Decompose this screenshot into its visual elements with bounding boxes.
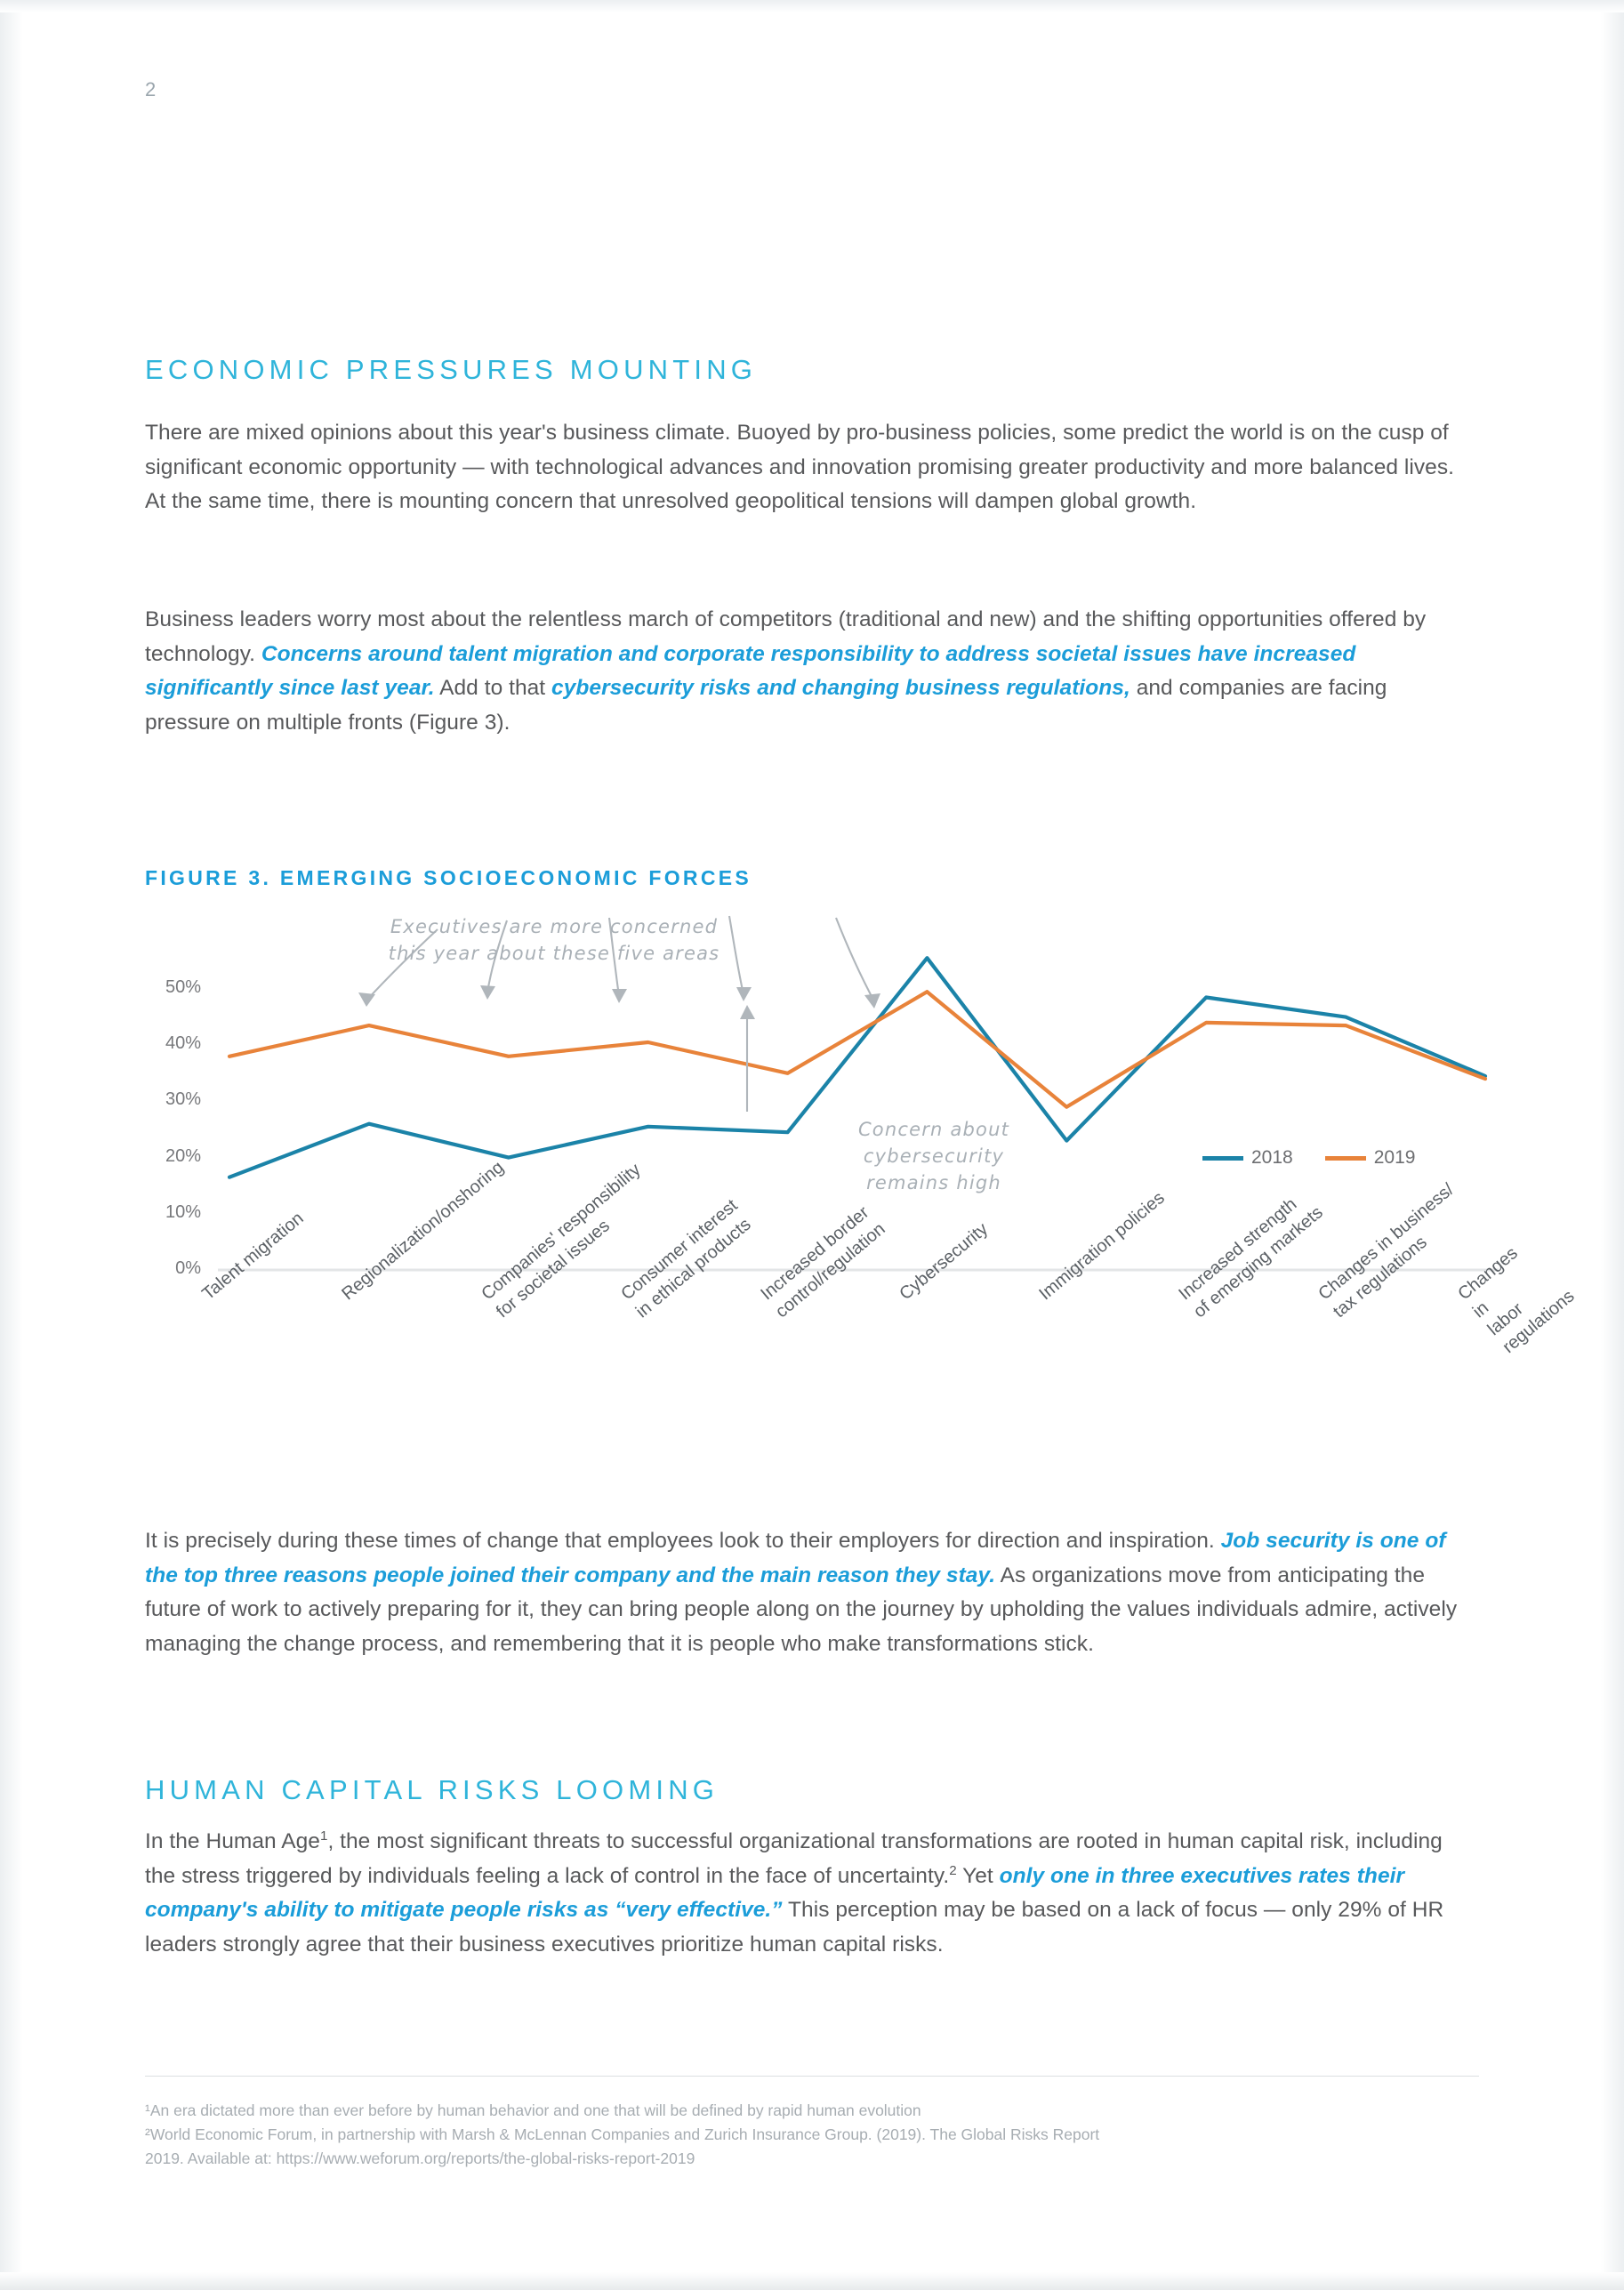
para4-text-c: Yet	[956, 1863, 1000, 1888]
para3-highlight-job-security: Job security is one of the top three reasons people joined their company and the main reason they stay.	[145, 1529, 1446, 1587]
annotation-cybersecurity-remains-high: Concern about cybersecurity remains high	[857, 1119, 1010, 1193]
arrowhead-1	[358, 992, 375, 1007]
legend-item-2018[interactable]	[1202, 1147, 1293, 1169]
page-edge-bottom	[0, 2272, 1624, 2290]
para2-highlight-talent-migration: Concerns around talent migration and corporate responsibility to address societal issues have increased significantly since last year.	[145, 641, 1356, 700]
page-edge-top	[0, 0, 1624, 12]
annotation-arrow-5	[836, 918, 874, 1001]
para3-text-a: It is precisely during these times of change that employees look to their employers for direction and inspiration.	[145, 1529, 1221, 1553]
legend-swatch-2019	[1325, 1156, 1366, 1161]
footnote-marker-2: 2	[949, 1862, 957, 1878]
page-edge-left	[0, 0, 23, 2290]
para4-text-b: , the most significant threats to successful organizational transformations are rooted in human capital risk, including the stress triggered by individuals feeling a lack of control in the face of uncertainty.	[145, 1829, 1443, 1888]
y-tick-40: 40%	[165, 1033, 201, 1054]
x-category-9: Changes in labor regulations	[1454, 1243, 1579, 1358]
x-category-7: Increased strength of emerging markets	[1175, 1194, 1328, 1322]
footnotes-block	[145, 2099, 1497, 2171]
figure-title: FIGURE 3. EMERGING SOCIOECONOMIC FORCES	[145, 866, 752, 889]
paragraph-economic-intro: There are mixed opinions about this year's business climate. Buoyed by pro-business policies, some predict the world is on the cusp of significant economic opportunity — with technological advances and innovation promising greater productivity and more balanced lives. At the same time, there is mounting concern that unresolved geopolitical tensions will dampen global growth.	[145, 421, 1455, 513]
x-category-6: Immigration policies	[1035, 1187, 1170, 1305]
x-category-5: Cybersecurity	[896, 1218, 993, 1305]
paragraph-human-capital	[145, 1825, 1476, 1962]
page-number: 2	[145, 78, 157, 100]
x-category-0: Talent migration	[198, 1208, 308, 1305]
para2-text-a: Business leaders worry most about the relentless march of competitors (traditional and new) and the shifting opportunities offered by technology.	[145, 607, 1427, 666]
para2-text-c: and companies are facing pressure on multiple fronts (Figure 3).	[145, 676, 1387, 735]
x-category-8: Changes in business/ tax regulations	[1314, 1179, 1459, 1322]
page-edge-right	[1601, 0, 1624, 2290]
x-category-1: Regionalization/onshoring	[338, 1157, 508, 1305]
chart-legend	[1202, 1147, 1415, 1169]
y-tick-20: 20%	[165, 1145, 201, 1166]
legend-swatch-2018	[1202, 1156, 1243, 1161]
y-tick-50: 50%	[165, 977, 201, 997]
section-heading-economic-pressures: ECONOMIC PRESSURES MOUNTING	[145, 354, 758, 385]
arrowhead-cybersecurity	[740, 1005, 755, 1019]
legend-item-2019[interactable]	[1325, 1147, 1416, 1169]
section-heading-human-capital-risks: HUMAN CAPITAL RISKS LOOMING	[145, 1774, 720, 1805]
y-tick-30: 30%	[165, 1089, 201, 1110]
figure-3-chart	[125, 907, 1579, 1458]
chart-svg	[125, 907, 1512, 1458]
legend-label-2018: 2018	[1251, 1147, 1293, 1168]
para4-text-d: This perception may be based on a lack of focus — only 29% of HR leaders strongly agree that their business executives prioritize human capital risks.	[145, 1898, 1444, 1957]
para4-highlight-mitigate-people-risks: only one in three executives rates their company's ability to mitigate people risks as “very effective.”	[145, 1863, 1405, 1922]
arrowhead-4	[736, 987, 752, 1001]
para2-highlight-cybersecurity-risks: cybersecurity risks and changing business regulations,	[551, 676, 1130, 700]
para2-text-b: Add to that	[434, 676, 552, 700]
footnote-divider	[145, 2076, 1479, 2077]
x-category-3: Consumer interest in ethical products	[616, 1195, 755, 1322]
footnote-marker-1: 1	[319, 1828, 328, 1844]
arrowhead-3	[612, 989, 627, 1003]
legend-label-2019: 2019	[1373, 1147, 1416, 1168]
footnote-2-line-2: 2019. Available at: https://www.weforum.org/reports/the-global-risks-report-2019	[145, 2149, 695, 2167]
footnote-2-line-1: ²World Economic Forum, in partnership with Marsh & McLennan Companies and Zurich Insurance Group. (2019). The Global Risks Report	[145, 2125, 1100, 2143]
x-category-2: Companies' responsibility for societal issues	[478, 1160, 645, 1322]
y-tick-0: 0%	[175, 1258, 201, 1278]
x-category-4: Increased border control/regulation	[756, 1202, 889, 1322]
para3-text-b: As organizations move from anticipating the future of work to actively preparing for it, they can bring people along on the journey by upholding the values individuals admire, actively managing the change process, and remembering that it is people who make transformations stick.	[145, 1563, 1458, 1656]
arrowhead-2	[480, 985, 495, 1000]
y-tick-10: 10%	[165, 1201, 201, 1222]
paragraph-economic-pressures	[145, 603, 1476, 740]
paragraph-job-security	[145, 1524, 1476, 1661]
arrowhead-5	[864, 993, 880, 1008]
para4-text-a: In the Human Age	[145, 1829, 320, 1853]
footnote-1: ¹An era dictated more than ever before by human behavior and one that will be defined by rapid human evolution	[145, 2101, 921, 2119]
annotation-executives-more-concerned: Executives are more concerned this year about these five areas	[388, 916, 720, 964]
